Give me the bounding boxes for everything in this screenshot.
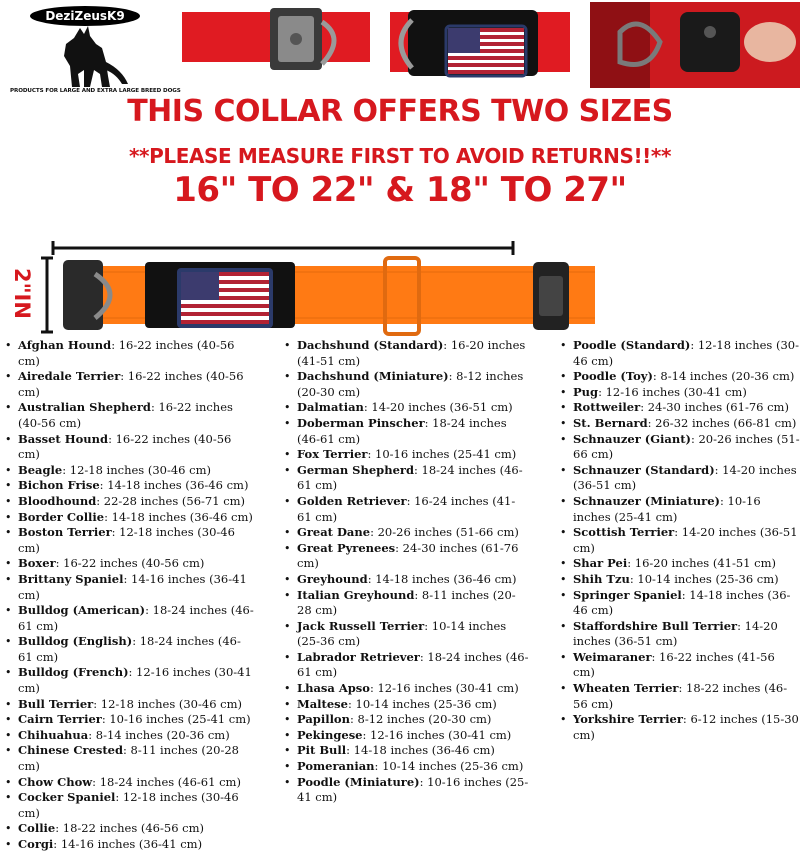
breed-size-item [560,369,800,385]
breed-name: Rottweiler [573,400,641,415]
breed-size: : 14-16 inches (36-41 cm) [53,837,203,851]
breed-name: Chihuahua [18,727,89,742]
breed-size: : 12-18 inches (30-46 cm) [62,462,211,477]
breed-size: : 12-16 inches (30-41 cm) [369,681,519,696]
breed-size: : 16-22 inches (40-56 cm) [18,338,235,368]
breed-size-item [284,650,529,681]
breed-size-item [5,743,255,774]
breed-size-item [284,759,529,775]
measure-warning: **PLEASE MEASURE FIRST TO AVOID RETURNS!!** [128,144,672,168]
headline: THIS COLLAR OFFERS TWO SIZES [127,94,673,129]
breed-size: : 8-14 inches (20-36 cm) [88,727,230,742]
breed-size: : 20-26 inches (51-66 cm) [370,525,519,540]
breed-name: Springer Spaniel [573,587,682,602]
breed-size: : 18-24 inches (46-61 cm) [297,462,523,493]
breed-size-item [560,525,800,556]
breed-name: Pomeranian [297,759,375,774]
breed-size: : 16-22 inches (41-56 cm) [573,649,775,680]
breed-size: : 10-16 inches (25-41 cm) [573,493,761,524]
breed-size-item [5,494,255,510]
breed-size-item [560,400,800,416]
breed-size: : 14-18 inches (36-46 cm) [573,587,791,618]
breed-size-item [560,572,800,588]
breed-name: Airedale Terrier [18,369,121,384]
breed-name: Jack Russell Terrier [297,618,425,633]
breed-name: Pug [573,384,599,399]
breed-size: : 10-16 inches (25-41 cm) [297,774,529,805]
breed-size-item [560,556,800,572]
breed-size-item [284,525,529,541]
breed-size: : 14-18 inches (36-46 cm) [104,509,253,524]
breed-size: : 18-24 inches (46-61 cm) [92,774,241,789]
breed-size: : 8-11 inches (20-28 cm) [297,587,516,618]
breed-name: Greyhound [297,571,368,586]
breed-name: Dachshund (Standard) [297,338,444,352]
breed-size-item [560,588,800,619]
breed-size-item [284,494,529,525]
breed-size: : 18-22 inches (46-56 cm) [573,681,788,711]
breed-size-item [5,478,255,494]
breed-size-item [5,572,255,603]
breed-name: Boston Terrier [18,525,112,540]
breed-name: Dachshund (Miniature) [297,369,449,384]
breed-column-1 [5,338,255,853]
breed-size-item [5,556,255,572]
breed-size: : 14-16 inches (36-41 cm) [18,571,247,602]
breed-name: Great Dane [297,525,371,540]
breed-size: : 20-26 inches (51-66 cm) [573,431,800,462]
breed-size: : 24-30 inches (61-76 cm) [640,400,789,415]
breed-name: Schnauzer (Standard) [573,462,715,477]
breed-size-item [560,338,800,369]
product-photos [180,2,800,88]
breed-name: Boxer [18,556,56,571]
breed-name: Pit Bull [297,743,347,758]
breed-size-item [5,400,255,431]
breed-column-3 [560,338,800,743]
breed-size-item [284,775,529,806]
breed-name: Dalmatian [297,400,364,415]
breed-name: Papillon [297,712,350,727]
length-measure-arrow [48,238,518,258]
breed-size: : 16-20 inches (41-51 cm) [627,556,776,571]
breed-size: : 12-18 inches (30-46 cm) [18,790,239,820]
breed-size: : 14-20 inches (36-51 cm) [573,462,797,493]
breed-size-item [5,728,255,744]
breed-size-item [5,697,255,713]
breed-size-item [284,369,529,400]
red-collar-flag-photo [390,10,570,76]
breed-name: Lhasa Apso [297,681,370,696]
breed-size: : 14-20 inches (36-51 cm) [573,618,778,649]
breed-size: : 18-24 inches (46-61 cm) [18,634,241,664]
breed-name: St. Bernard [573,415,648,430]
breed-size: : 14-20 inches (36-51 cm) [363,400,513,415]
breed-size-item [560,432,800,463]
breed-size-item [560,712,800,743]
breed-size-item [284,416,529,447]
breed-size: : 18-24 inches (46-61 cm) [297,649,529,680]
breed-size-item [5,463,255,479]
breed-size-item [5,712,255,728]
breed-size: : 8-12 inches (20-30 cm) [297,369,524,399]
breed-size-item [560,385,800,401]
width-measure-arrow [40,256,54,334]
breed-name: Weimaraner [573,649,652,664]
breed-size-item [284,681,529,697]
breed-size-item [5,510,255,526]
breed-name: Shih Tzu [573,571,630,586]
breed-name: Staffordshire Bull Terrier [573,618,738,633]
breed-size: : 16-22 inches (40-56 cm) [18,400,233,430]
breed-name: Yorkshire Terrier [573,712,683,727]
breed-name: Poodle (Toy) [573,369,653,384]
breed-size: : 8-14 inches (20-36 cm) [652,369,795,384]
breed-size: : 22-28 inches (56-71 cm) [96,493,246,508]
breed-size-item [284,572,529,588]
breed-size: : 12-18 inches (30-46 cm) [18,525,235,555]
breed-name: Bulldog (American) [18,603,146,618]
orange-collar-photo [55,256,595,336]
red-collar-buckle-photo [182,8,370,70]
breed-size-item [560,463,800,494]
breed-size: : 18-22 inches (46-56 cm) [55,821,205,836]
breed-size-item [284,743,529,759]
breed-size: : 14-18 inches (36-46 cm) [346,743,495,758]
breed-name: Brittany Spaniel [18,571,124,586]
breed-name: Golden Retriever [297,493,407,508]
breed-name: Pekingese [297,727,363,742]
breed-size-item [5,338,255,369]
breed-name: Maltese [297,696,348,711]
breed-name: Cocker Spaniel [18,790,116,805]
breed-name: Poodle (Standard) [573,338,691,352]
breed-name: Fox Terrier [297,447,368,462]
brand-logo [10,4,181,99]
breed-name: Basset Hound [18,431,109,446]
breed-size-item [5,369,255,400]
breed-name: Doberman Pinscher [297,415,425,430]
breed-name: German Shepherd [297,462,414,477]
breed-name: Schnauzer (Giant) [573,431,691,446]
breed-name: Chinese Crested [18,743,124,758]
breed-size: : 10-14 inches (25-36 cm) [347,696,497,711]
breed-size: : 16-22 inches (40-56 cm) [55,556,205,571]
breed-name: Bichon Frise [18,478,100,493]
breed-size-item [5,432,255,463]
breed-size-item [5,837,255,853]
collar-handle-closeup-photo [590,2,800,88]
breed-name: Border Collie [18,509,105,524]
breed-size: : 10-14 inches (25-36 cm) [374,759,524,774]
breed-size: : 6-12 inches (15-30 cm) [573,712,799,742]
breed-size: : 16-22 inches (40-56 cm) [18,369,244,399]
breed-name: Bloodhound [18,493,97,508]
breed-size-item [5,665,255,696]
breed-name: Bull Terrier [18,696,94,711]
breed-name: Corgi [18,837,54,851]
breed-size-item [284,588,529,619]
breed-name: Bulldog (French) [18,665,129,680]
breed-size: : 12-16 inches (30-41 cm) [598,384,747,399]
breed-name: Collie [18,821,56,836]
breed-name: Beagle [18,462,63,477]
breed-name: Labrador Retriever [297,649,420,664]
breed-size: : 8-12 inches (20-30 cm) [349,712,492,727]
breed-size: : 10-16 inches (25-41 cm) [101,712,251,727]
breed-size: : 10-14 inches (25-36 cm) [629,571,779,586]
breed-size: : 18-24 inches (46-61 cm) [18,603,254,633]
brand-tagline: PRODUCTS FOR LARGE AND EXTRA LARGE BREED DOGS [10,88,181,94]
breed-size-item [284,400,529,416]
breed-size-item [284,712,529,728]
breed-size-item [560,619,800,650]
brand-name: DeziZeusK9 [30,6,140,26]
breed-size-item [284,697,529,713]
breed-size: : 8-11 inches (20-28 cm) [18,743,239,774]
size-ranges: 16" TO 22" & 18" TO 27" [173,170,627,210]
breed-name: Cairn Terrier [18,712,102,727]
breed-size: : 10-16 inches (25-41 cm) [367,447,517,462]
breed-size: : 12-18 inches (30-46 cm) [573,338,799,368]
breed-column-2 [284,338,529,806]
breed-size: : 18-24 inches (46-61 cm) [297,415,507,446]
dog-silhouette-icon [10,4,160,88]
breed-name: Shar Pei [573,556,628,571]
breed-name: Scottish Terrier [573,525,675,540]
breed-name: Bulldog (English) [18,634,133,649]
breed-size-item [560,650,800,681]
breed-size: : 16-20 inches (41-51 cm) [297,338,526,368]
breed-name: Wheaten Terrier [573,681,679,696]
breed-size-item [5,634,255,665]
breed-size: : 24-30 inches (61-76 cm) [297,540,519,571]
breed-name: Poodle (Miniature) [297,774,420,789]
breed-name: Chow Chow [18,774,93,789]
strap-width-label: 2"IN [10,268,34,319]
breed-name: Australian Shepherd [18,400,151,415]
breed-size: : 12-16 inches (30-41 cm) [362,727,512,742]
breed-size: : 14-18 inches (36-46 cm) [367,571,517,586]
breed-size: : 12-16 inches (30-41 cm) [18,665,252,696]
breed-size-item [5,603,255,634]
breed-name: Schnauzer (Miniature) [573,493,720,508]
breed-name: Afghan Hound [18,338,112,352]
breed-size-item [560,416,800,432]
breed-size-item [284,541,529,572]
breed-size-item [284,447,529,463]
breed-size-item [284,728,529,744]
breed-size: : 12-18 inches (30-46 cm) [93,696,243,711]
breed-size-item [284,463,529,494]
breed-size-item [5,775,255,791]
breed-size-item [560,681,800,712]
breed-size-item [5,525,255,556]
breed-size-item [560,494,800,525]
breed-size: : 26-32 inches (66-81 cm) [647,415,797,430]
breed-size: : 16-22 inches (40-56 cm) [18,431,232,462]
breed-size-item [284,619,529,650]
breed-size-item [5,821,255,837]
breed-size: : 14-18 inches (36-46 cm) [99,478,249,493]
breed-size: : 16-24 inches (41-61 cm) [297,493,516,524]
breed-name: Great Pyrenees [297,540,396,555]
breed-size-item [284,338,529,369]
breed-size: : 10-14 inches (25-36 cm) [297,618,507,649]
breed-size: : 14-20 inches (36-51 cm) [573,525,798,555]
strap-width-label-wrap [8,268,34,328]
breed-size-item [5,790,255,821]
breed-name: Italian Greyhound [297,587,415,602]
